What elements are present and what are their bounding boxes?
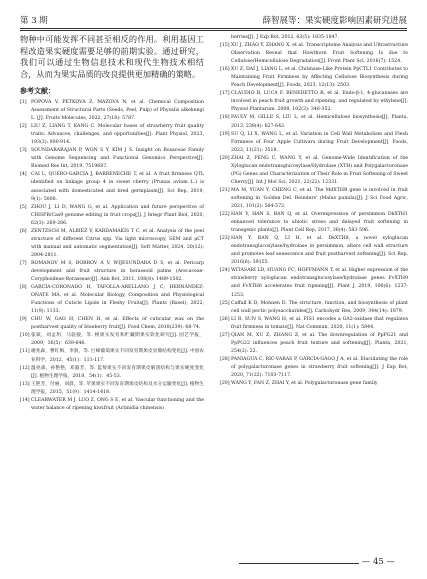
- reference-number: [22]: [220, 212, 230, 218]
- reference-entry: [220, 131, 408, 155]
- reference-entry: [220, 300, 408, 316]
- reference-number: [12]: [20, 365, 30, 371]
- reference-text: ROMANOV M S, BOBROV A V, WIJESUNDARA D S, et al. Pericarp development and fruit structure in borassoid palms (Arecaceae-Coryphoideae-Borasseae)[J]. Ann Bot, 2011, 108(8): 1489-1502.: [31, 260, 204, 283]
- reference-entry: [20, 99, 204, 123]
- page-number: — 45 —: [361, 557, 395, 567]
- reference-text: SOUNDARARAJAN P, WON S Y, KIM J S. Insight on Rosaceae Family with Genome Sequencing and Functional Genomics Perspective[J]. Biomed Res Int, 2019, 7519687.: [31, 148, 204, 170]
- reference-entry: [20, 260, 204, 284]
- reference-text: berries[J]. J Exp Bot, 2012, 63(5): 1835-1847.: [231, 35, 340, 40]
- running-header: [20, 8, 407, 26]
- reference-entry: [20, 381, 204, 397]
- reference-number: [10]: [20, 333, 30, 339]
- reference-entry: [20, 204, 204, 228]
- footer-rule: [239, 563, 359, 564]
- reference-entry: [20, 171, 204, 203]
- reference-number: [11]: [20, 349, 30, 355]
- reference-entry: [220, 42, 408, 66]
- left-column: [20, 34, 204, 413]
- reference-number: [9]: [20, 317, 27, 323]
- reference-entry: [20, 228, 204, 260]
- reference-number: [20]: [220, 155, 230, 161]
- reference-number: [2]: [20, 124, 27, 130]
- reference-number: [4]: [20, 172, 27, 178]
- reference-text: 温亮森，孙艳艳，邓毅芳，等. 蓝莓果实不同发育期果皮解剖结构与果实硬度变化[J]. 植物生理学报，2018，54(1)：45-53.: [31, 365, 204, 379]
- reference-text: GARCÍA-CORONADO H, TAFOLLA-ARELLANO J C, HERNÁNDEZ-OÑATE MÁ, et al. Molecular Biology, Composition and Physiological Functions of Cuticle Lipids in Fleshy Fruits[J]. Plants (Basel), 2022, 11(9): 1133.: [31, 285, 204, 315]
- reference-text: 王艳芳，付丽，刘晨，等. 苹果果实不同发育期果皮结构及水分运输变化[J]. 植物生理学报，2015，51(9)：1414-1418.: [31, 381, 204, 395]
- reference-text: XU Z, DAI J, LIANG L, et al. Chitinase-Like Protein PpCTL1 Contributes to Maintaining Fruit Firmness by Affecting Cellulose Biosynthesis during Peach Development[J]. Foods, 2023, 12(13): 2503.: [231, 67, 408, 89]
- reference-entry: [220, 90, 408, 114]
- reference-entry: [220, 380, 408, 388]
- reference-text: CLEARWATER M J, LUO Z, ONG S E, et al. Vascular functioning and the water balance of ripening kiwifruit (Actinidia chinensis): [31, 397, 204, 411]
- reference-number: [26]: [220, 316, 230, 322]
- reference-text: ZENTZSCH M, ALBIEZ V, KARDAMAKIS T C, et al. Analysis of the peel structure of different Citrus spp. Via light microscopy, SEM and μCT with manual and automatic segmentation[J]. Soft Matter, 2024, 20(12): 2804-2811.: [31, 228, 204, 258]
- reference-entry: [220, 187, 408, 211]
- reference-entry: [20, 316, 204, 332]
- reference-number: [19]: [220, 131, 230, 137]
- reference-text: ZHOU J, LI D, WANG G, et al. Application and future perspective of CRISPR/Cas9 genome editing in fruit crops[J]. J Integr Plant Biol, 2020, 62(3): 269-286.: [31, 204, 204, 226]
- reference-entry: [220, 356, 408, 380]
- reference-number: [24]: [220, 268, 230, 274]
- running-title: 薛智展等：果实硬度影响因素研究进展: [262, 16, 407, 26]
- reference-entry: [220, 211, 408, 235]
- reference-number: [7]: [20, 260, 27, 266]
- reference-list-right: [220, 34, 408, 388]
- reference-entry: [220, 34, 408, 42]
- reference-entry: [220, 332, 408, 356]
- header-rule-thin: [20, 30, 407, 31]
- reference-text: LIU Z, LIANG T, KANG C. Molecular bases of strawberry fruit quality traits: Advances, challenges, and opportunities[J]. Plant Physiol, 2023, 193(2): 900-914.: [31, 124, 204, 146]
- reference-entry: [220, 235, 408, 267]
- reference-entry: [220, 114, 408, 130]
- conclusion-paragraph: 物种中可能发挥不同甚至相反的作用。利用基因工程改造果实硬度需要足够的前期实验。通过研究，我们可以通过生物信息技术和现代生物技术相结合，从而为果实品质的改良提供更加精确的策略。: [20, 34, 204, 79]
- reference-number: [14]: [20, 397, 30, 403]
- page-footer: [20, 557, 407, 571]
- reference-number: [21]: [220, 187, 230, 193]
- reference-entry: [220, 267, 408, 299]
- reference-text: SU Q, LI X, WANG L, et al. Variation in Cell Wall Metabolism and Flesh Firmness of Four Apple Cultivars during Fruit Development[J]. Foods, 2022, 11(21): 3518.: [231, 131, 408, 153]
- header-rule: [20, 28, 407, 29]
- reference-number: [27]: [220, 332, 230, 338]
- reference-number: [1]: [20, 100, 27, 105]
- reference-entry: [20, 284, 204, 316]
- reference-entry: [220, 66, 408, 90]
- reference-number: [13]: [20, 381, 30, 387]
- reference-entry: [20, 365, 204, 381]
- reference-number: [5]: [20, 204, 27, 210]
- reference-text: CHU W, GAO H, CHEN H, et al. Effects of cuticular wax on the postharvest quality of blueberry fruit[J]. Food Chem, 2018(239): 68-74.: [31, 317, 204, 331]
- issue-label: 第 3 期: [20, 16, 48, 26]
- reference-text: HAN Y, BAN Q, LI H, et al. DkXTH8, a novel xyloglucan endotransglucosylase/hydrolase in persimmon, alters cell wall structure and promotes leaf senescence and fruit postharvest softening[J]. Sci Rep, 2016(6): 39155.: [231, 236, 408, 266]
- reference-entry: [20, 348, 204, 364]
- reference-number: [18]: [220, 115, 230, 121]
- reference-entry: [20, 123, 204, 147]
- right-column: [220, 34, 408, 388]
- reference-text: QIAN M, XU Z, ZHANG Z, et al. The downregulation of PpPG21 and PpPG22 influences peach fruit texture and softening[J]. Planta, 2021, 254(2): 22.: [231, 332, 408, 354]
- reference-text: ZHAI Z, FENG C, WANG Y, et al. Genome-Wide Identification of the Xyloglucan endotransglucosylase/Hydrolase (XTH) and Polygalacturonase (PG) Genes and Characterization of Their Role in Fruit Softening of Sweet Cherry[J]. Int J Mol Sci, 2021, 22(22): 12331.: [231, 155, 408, 185]
- reference-entry: [20, 332, 204, 348]
- reference-text: XU J, ZHAO Y, ZHANG X, et al. Transcriptome Analysis and Ultrastructure Observation Reveal that Hawthorn Fruit Softening Is due to Cellulose/Hemicellulose Degradation[J]. Front Plant Sci, 2016(7): 1524.: [231, 43, 408, 65]
- references-heading: 参考文献：: [20, 87, 55, 95]
- reference-number: [17]: [220, 91, 230, 97]
- reference-number: [15]: [220, 43, 230, 49]
- reference-list-left: [20, 99, 204, 413]
- reference-number: [8]: [20, 285, 27, 291]
- reference-text: HAN Y, HAN S, BAN Q, et al. Overexpression of persimmon DkXTH1 enhanced tolerance to abiotic stress and delayed fruit softening in transgenic plants[J]. Plant Cell Rep, 2017, 36(4): 583-596.: [231, 212, 408, 234]
- reference-number: [16]: [220, 67, 230, 73]
- reference-text: PANIAGUA C, RIC-VARAS P, GARCÍA-GAGO J A, et al. Elucidating the role of polygalacturonase genes in strawberry fruit softening[J]. J Exp Bot, 2020, 71(22): 7103-7117.: [231, 356, 408, 378]
- reference-text: MA M, YUAN Y, CHENG C, et al. The MdXTHB gene is involved in fruit softening in 'Golden Del. Reinders' (Malus pumila)[J]. J Sci Food Agric, 2021, 101(2): 564-572.: [231, 187, 408, 209]
- reference-text: 谢兆森，曹红梅，李勃，等. 巨峰葡萄果实不同发育期果皮显微结构变化[J]. 中国农业科学，2012，45(1)：111-117.: [31, 349, 204, 363]
- reference-text: POPOVA V, PETKOVA Z, MAZOVA N, et al. Chemical Composition Assessment of Structural Parts (Seeds, Peel, Pulp) of Physalis alkekengi L. [J]. Fruits Molecules, 2022, 27(18): 5787.: [31, 100, 204, 122]
- reference-text: CAI L, QUERO-GARCÍA J, BARRENECHE T, et al. A fruit firmness QTL identified on linkage group 4 in sweet cherry (Prunus avium L.) is associated with domesticated and bred germplasm[J]. Sci Rep, 2019, 9(1): 5008.: [31, 172, 204, 202]
- reference-text: 张斌，刘孟玥，马骁骏，等. 桃果实发育和贮藏期果实软化研究[J]. 园艺学报，2009，36(5)：639-646.: [31, 333, 204, 347]
- reference-entry: [20, 147, 204, 171]
- reference-text: WITASARI LD, HUANG FC, HOFFMANN T, et al. Higher expression of the strawberry xyloglucan endotransglucosylase/hydrolase genes FvXTH9 and FvXTH6 accelerates fruit ripening[J]. Plant J, 2019, 100(6): 1237-1253.: [231, 268, 408, 298]
- reference-text: Caffall K D, Mohnen D. The structure, function, and biosynthesis of plant cell wall pectic polysaccharides[J]. Carbohydr Res, 2009, 344(14): 1879.: [231, 300, 408, 314]
- reference-number: [3]: [20, 148, 27, 154]
- reference-number: [29]: [220, 381, 230, 387]
- reference-number: [25]: [220, 300, 230, 306]
- reference-text: LI R, SUN S, WANG H, et al. FIS1 encodes a GA2-oxidase that regulates fruit firmness in tomato[J]. Nat Commun, 2020, 11(1): 5844.: [231, 316, 408, 330]
- reference-text: CLAUDIO B, LUCA F, BENEDETTO R, et al. Endo-β-1, 4-glucanases are involved in peach fruit growth and ripening, and regulated by ethylene[J]. Physiol Plantarum, 2008, 102(3): 346-352.: [231, 91, 408, 113]
- reference-entry: [20, 397, 204, 413]
- reference-text: PAULY M, GILLE S, LIU L, et al. Hemicellulose biosynthesis[J]. Planta, 2013, 238(4): 627-642.: [231, 115, 408, 129]
- reference-number: [6]: [20, 228, 27, 234]
- reference-number: [28]: [220, 356, 230, 362]
- reference-number: [23]: [220, 236, 230, 242]
- reference-entry: [220, 155, 408, 187]
- reference-entry: [220, 316, 408, 332]
- reference-text: WANG Y, FAN Z, ZHAI Y, et al. Polygalacturonase gene family: [231, 381, 378, 387]
